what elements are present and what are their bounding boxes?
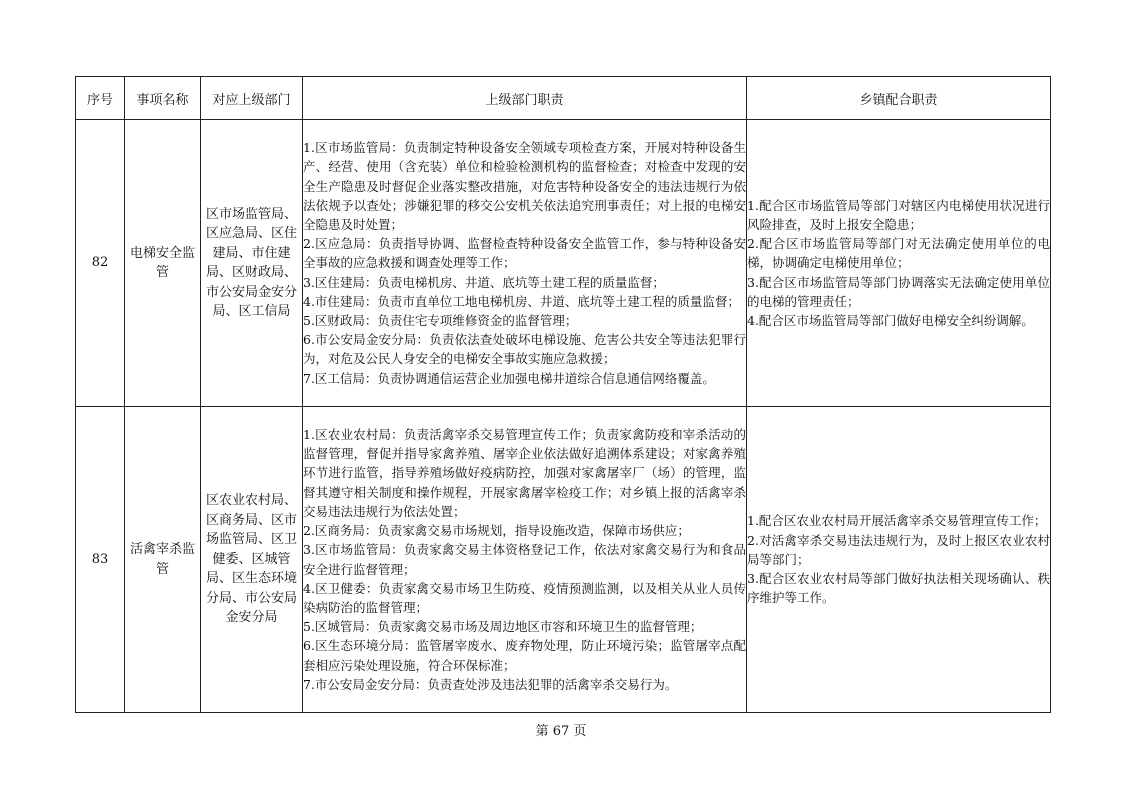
coop-item: 4.配合区市场监管局等部门做好电梯安全纠纷调解。 [747,313,1034,328]
duty-item: 5.区城管局：负责家禽交易市场及周边地区市容和环境卫生的监督管理； [303,619,703,635]
row-superior-duties [303,407,747,713]
row-departments: 区市场监管局、区应急局、区住建局、市住建局、区财政局、市公安局金安分局、区工信局 [201,120,303,407]
header-num: 序号 [76,77,125,120]
coop-item: 1.配合区市场监管局等部门对辖区内电梯使用状况进行风险排查，及时上报安全隐患； [747,197,1050,232]
duty-item: 6.市公安局金安分局：负责依法查处破坏电梯设施、危害公共安全等违法犯罪行为，对危及公民人身安全的电梯安全事故实施应急救援； [303,332,746,367]
duty-item: 3.区市场监管局：负责家禽交易主体资格登记工作，依法对家禽交易行为和食品安全进行监督管理； [303,542,746,577]
duty-item: 1.区农业农村局：负责活禽宰杀交易管理宣传工作；负责家禽防疫和宰杀活动的监督管理，督促并指导家禽养殖、屠宰企业依法做好追溯体系建设；对家禽养殖环节进行监管，指导养殖场做好疫病防控，加强对家禽屠宰厂（场）的管理，监督其遵守相关制度和操作规程，开展家禽屠宰检疫工作；对乡镇上报的活禽宰杀交易违法违规行为依法处置； [303,427,746,519]
page-number: 第 67 页 [535,724,587,739]
coop-item: 3.配合区农业农村局等部门做好执法相关现场确认、秩序维护等工作。 [747,571,1050,606]
header-superior-duties: 上级部门职责 [303,77,747,120]
row-township-duties [747,407,1051,713]
duty-item: 4.区卫健委：负责家禽交易市场卫生防疫、疫情预测监测，以及相关从业人员传染病防治的监督管理； [303,580,746,615]
table-row [76,407,1051,713]
duty-item: 3.区住建局：负责电梯机房、井道、底坑等土建工程的质量监督； [303,274,665,290]
duty-item: 1.区市场监管局：负责制定特种设备安全领域专项检查方案，开展对特种设备生产、经营、使用（含充装）单位和检验检测机构的监督检查；对检查中发现的安全生产隐患及时督促企业落实整改措施，对危害特种设备安全的违法违规行为依法依规予以查处；涉嫌犯罪的移交公安机关依法追究刑事责任；对上报的电梯安全隐患及时处置； [303,140,746,232]
duty-item: 4.市住建局：负责市直单位工地电梯机房、井道、底坑等土建工程的质量监督； [303,293,740,309]
coop-item: 3.配合区市场监管局等部门协调落实无法确定使用单位的电梯的管理责任； [747,274,1050,309]
coop-item: 2.对活禽宰杀交易违法违规行为，及时上报区农业农村局等部门； [747,532,1050,567]
header-township-duties: 乡镇配合职责 [747,77,1051,120]
row-township-duties [747,120,1051,407]
table-header-row [76,77,1051,120]
row-item-name: 活禽宰杀监管 [125,407,201,713]
row-departments: 区农业农村局、区商务局、区市场监管局、区卫健委、区城管局、区生态环境分局、市公安局金安分局 [201,407,303,713]
coop-item: 1.配合区农业农村局开展活禽宰杀交易管理宣传工作； [747,513,1047,529]
row-number: 82 [76,120,125,407]
duty-item: 6.区生态环境分局：监管屠宰废水、废弃物处理，防止环境污染；监管屠宰点配套相应污染处理设施，符合环保标准； [303,638,746,673]
duty-item: 2.区商务局：负责家禽交易市场规划，指导设施改造，保障市场供应； [303,523,690,539]
header-item-name: 事项名称 [125,77,201,120]
duty-item: 7.市公安局金安分局：负责查处涉及违法犯罪的活禽宰杀交易行为。 [303,676,678,692]
table-row [76,120,1051,407]
duty-item: 7.区工信局：负责协调通信运营企业加强电梯井道综合信息通信网络覆盖。 [303,370,715,386]
duty-item: 5.区财政局：负责住宅专项维修资金的监督管理； [303,313,578,328]
row-superior-duties [303,120,747,407]
header-department: 对应上级部门 [201,77,303,120]
duty-item: 2.区应急局：负责指导协调、监督检查特种设备安全监管工作，参与特种设备安全事故的应急救援和调查处理等工作； [303,236,746,271]
coop-item: 2.配合区市场监管局等部门对无法确定使用单位的电梯，协调确定电梯使用单位； [747,236,1050,271]
row-number: 83 [76,407,125,713]
duty-table [75,76,1051,713]
row-item-name: 电梯安全监管 [125,120,201,407]
